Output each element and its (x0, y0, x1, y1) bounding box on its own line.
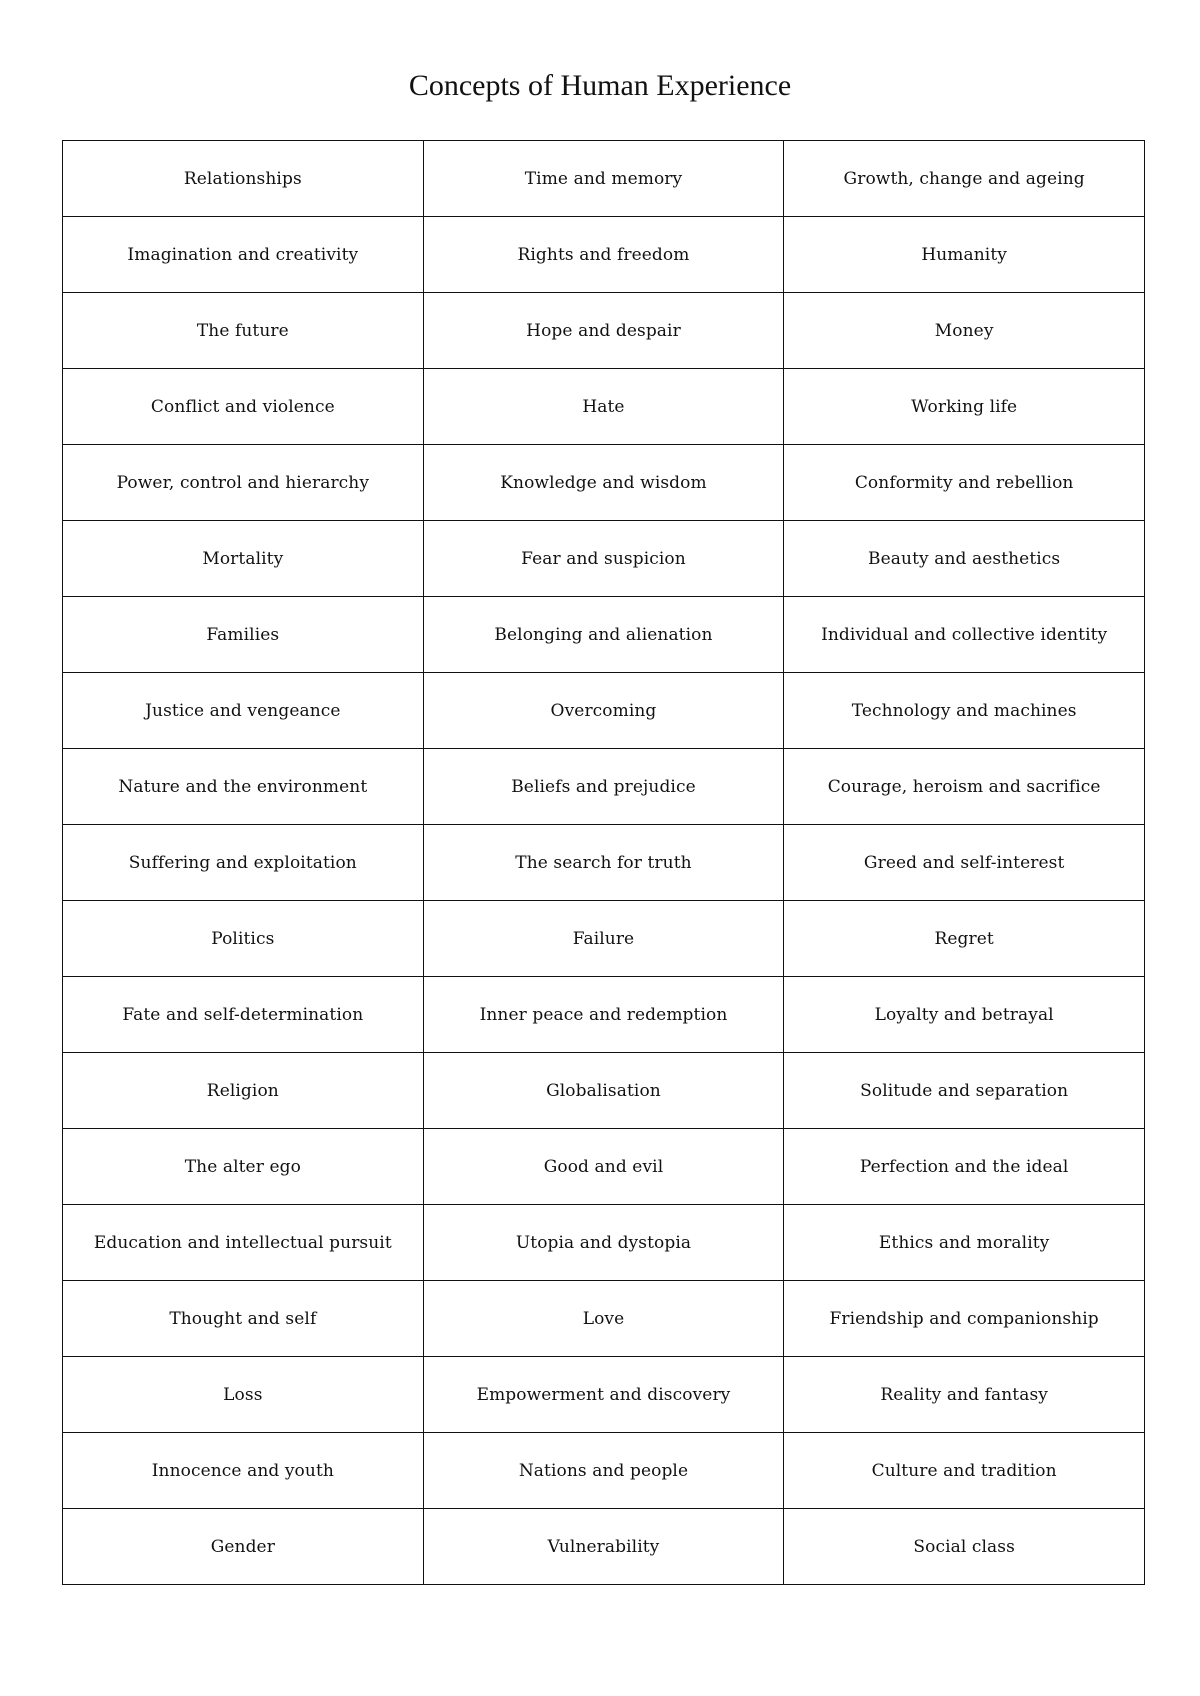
table-cell: Knowledge and wisdom (423, 445, 784, 521)
table-cell: Courage, heroism and sacrifice (784, 749, 1145, 825)
table-cell: Nations and people (423, 1433, 784, 1509)
table-cell: Thought and self (63, 1281, 424, 1357)
table-cell: Fate and self-determination (63, 977, 424, 1053)
table-cell: Perfection and the ideal (784, 1129, 1145, 1205)
table-cell: Gender (63, 1509, 424, 1585)
table-cell: Conformity and rebellion (784, 445, 1145, 521)
table-cell: Money (784, 293, 1145, 369)
table-cell: Failure (423, 901, 784, 977)
table-cell: Education and intellectual pursuit (63, 1205, 424, 1281)
table-cell: Growth, change and ageing (784, 141, 1145, 217)
table-row (63, 825, 1145, 901)
table-cell: The future (63, 293, 424, 369)
table-row (63, 1281, 1145, 1357)
table-row (63, 1357, 1145, 1433)
table-cell: Culture and tradition (784, 1433, 1145, 1509)
table-row (63, 1433, 1145, 1509)
table-row (63, 673, 1145, 749)
table-cell: Vulnerability (423, 1509, 784, 1585)
table-row (63, 1509, 1145, 1585)
table-cell: Social class (784, 1509, 1145, 1585)
table-cell: Overcoming (423, 673, 784, 749)
table-row (63, 445, 1145, 521)
table-cell: Working life (784, 369, 1145, 445)
table-row (63, 1053, 1145, 1129)
table-cell: Loss (63, 1357, 424, 1433)
table-cell: Friendship and companionship (784, 1281, 1145, 1357)
table-row (63, 901, 1145, 977)
table-cell: Nature and the environment (63, 749, 424, 825)
table-cell: Rights and freedom (423, 217, 784, 293)
table-cell: Individual and collective identity (784, 597, 1145, 673)
table-cell: Globalisation (423, 1053, 784, 1129)
table-cell: Families (63, 597, 424, 673)
concepts-table (62, 140, 1145, 1585)
table-cell: Power, control and hierarchy (63, 445, 424, 521)
table-row (63, 1129, 1145, 1205)
table-cell: Greed and self-interest (784, 825, 1145, 901)
concepts-table-body (63, 141, 1145, 1585)
table-cell: Religion (63, 1053, 424, 1129)
table-cell: The search for truth (423, 825, 784, 901)
table-cell: Good and evil (423, 1129, 784, 1205)
table-cell: The alter ego (63, 1129, 424, 1205)
table-cell: Hope and despair (423, 293, 784, 369)
page-title: Concepts of Human Experience (408, 69, 792, 102)
table-row (63, 217, 1145, 293)
table-cell: Loyalty and betrayal (784, 977, 1145, 1053)
table-cell: Mortality (63, 521, 424, 597)
table-cell: Imagination and creativity (63, 217, 424, 293)
table-cell: Regret (784, 901, 1145, 977)
table-row (63, 1205, 1145, 1281)
table-cell: Fear and suspicion (423, 521, 784, 597)
table-cell: Conflict and violence (63, 369, 424, 445)
table-cell: Utopia and dystopia (423, 1205, 784, 1281)
table-row (63, 521, 1145, 597)
table-row (63, 597, 1145, 673)
table-row (63, 369, 1145, 445)
table-cell: Politics (63, 901, 424, 977)
table-cell: Relationships (63, 141, 424, 217)
table-row (63, 141, 1145, 217)
table-cell: Ethics and morality (784, 1205, 1145, 1281)
table-cell: Solitude and separation (784, 1053, 1145, 1129)
table-cell: Inner peace and redemption (423, 977, 784, 1053)
table-row (63, 749, 1145, 825)
table-cell: Time and memory (423, 141, 784, 217)
table-cell: Reality and fantasy (784, 1357, 1145, 1433)
table-row (63, 293, 1145, 369)
table-row (63, 977, 1145, 1053)
table-cell: Beauty and aesthetics (784, 521, 1145, 597)
table-cell: Humanity (784, 217, 1145, 293)
table-cell: Empowerment and discovery (423, 1357, 784, 1433)
table-cell: Belonging and alienation (423, 597, 784, 673)
table-cell: Beliefs and prejudice (423, 749, 784, 825)
table-cell: Suffering and exploitation (63, 825, 424, 901)
table-cell: Hate (423, 369, 784, 445)
table-cell: Justice and vengeance (63, 673, 424, 749)
table-cell: Innocence and youth (63, 1433, 424, 1509)
table-cell: Love (423, 1281, 784, 1357)
table-cell: Technology and machines (784, 673, 1145, 749)
